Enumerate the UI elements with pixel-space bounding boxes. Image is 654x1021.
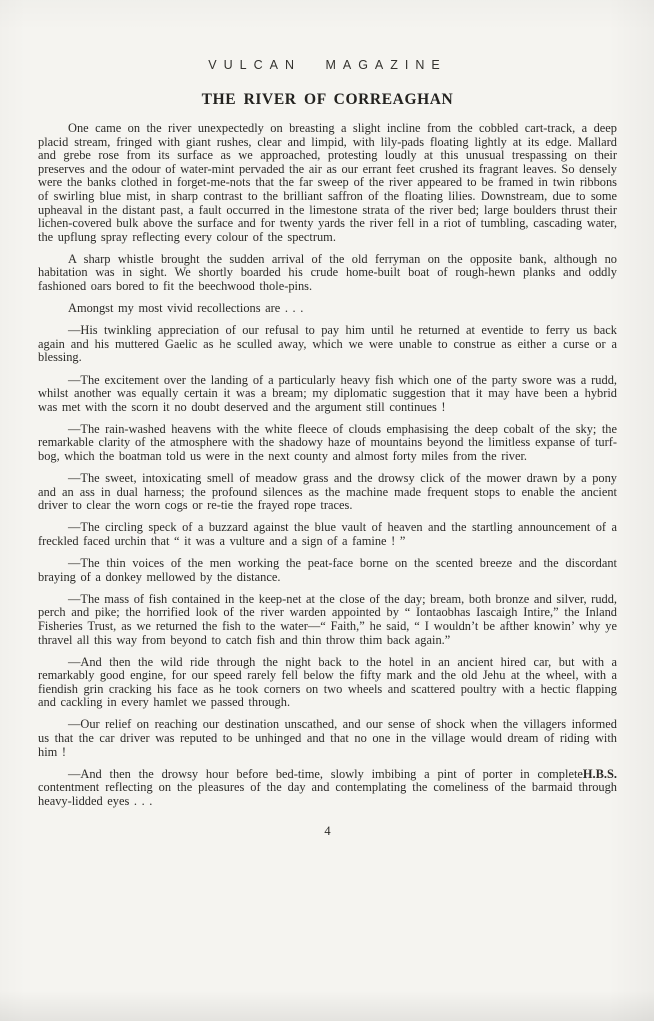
paragraph-item-peat-face: —The thin voices of the men working the peat-face borne on the scented breeze and the discordant braying of a donkey mellowed by the distance. — [38, 556, 617, 584]
paragraph-item-keep-net: —The mass of fish contained in the keep-net at the close of the day; bream, both bronze and silver, rudd, perch and pike; the horrified look of the river warden appointed by “ Iontaobhas Iascaigh Intire,” the Inland Fisheries Trust, as we returned the fish to the water—“ Faith,” he said, “ I wouldn’t be afther knowin’ why ye thravel all this way from beyond to catch fish and thin throw thim back again.” — [38, 591, 617, 647]
article-title: THE RIVER OF CORREAGHAN — [201, 91, 454, 108]
paragraph-item-bedtime-text: —And then the drowsy hour before bed-time, slowly imbibing a pint of porter in complete contentment reflecting on the pleasures of the day and contemplating the comeliness of the barmaid through heavy-lidded eyes . . . — [38, 766, 617, 808]
author-initials: H.B.S. — [582, 766, 617, 781]
article-body — [38, 122, 617, 809]
paragraph-item-wild-ride: —And then the wild ride through the night back to the hotel in an ancient hired car, but with a remarkably good engine, for our speed rarely fell below the fifty mark and the old Jehu at the wheel, with a fiendish grin cracking his face as he took corners on two wheels and scattered poultry with a hectic flapping and cackling in every hamlet we passed through. — [38, 654, 617, 710]
paragraph-item-heavens: —The rain-washed heavens with the white fleece of clouds emphasising the deep cobalt of the sky; the remarkable clarity of the atmosphere with the shadowy haze of mountains beyond the limitless expanse of turf-bog, which the boatman told us were in the next county and almost forty miles from the river. — [38, 421, 617, 463]
paragraph-item-relief: —Our relief on reaching our destination unscathed, and our sense of shock when the villagers informed us that the car driver was reputed to be unhinged and that no one in the village would dream of riding with him ! — [38, 717, 617, 759]
paragraph-intro: One came on the river unexpectedly on breasting a slight incline from the cobbled cart-track, a deep placid stream, fringed with giant rushes, clear and limpid, with lily-pads floating lightly at its edge. Mallard and grebe rose from its surface as we approached, protesting loudly at this unusual trespassing on their preserves and the odour of water-mint pervaded the air as our errant feet crushed its fragrant leaves. So densely were the banks clothed in forget-me-nots that the far sweep of the river appeared to be framed in twin ribbons of swirling blue mist, in sharp contrast to the brilliant saffron of the floating lilies. Downstream, due to some upheaval in the distant past, a fault occurred in the limestone strata of the river bed; large boulders thrust their lichen-covered bulk above the surface and for twenty yards the river fell in a riot of tumbling, cascading water, the upflung spray reflecting every colour of the spectrum. — [38, 121, 617, 244]
paragraph-item-meadow: —The sweet, intoxicating smell of meadow grass and the drowsy click of the mower drawn by a pony and an ass in dual harness; the profound silences as the machine made frequent stops to enable the ancient driver to clear the worn cogs or re-tie the frayed rope traces. — [38, 471, 617, 513]
page-number: 4 — [324, 823, 331, 838]
paragraph-item-buzzard: —The circling speck of a buzzard against the blue vault of heaven and the startling announcement of a freckled faced urchin that “ it was a vulture and a sign of a famine ! ” — [38, 520, 617, 548]
magazine-header: VULCAN MAGAZINE — [208, 58, 447, 72]
paragraph-item-heavy-fish: —The excitement over the landing of a particularly heavy fish which one of the party swore was a rudd, whilst another was equally certain it was a bream; my diplomatic suggestion that it may have been a hybrid was met with the scorn it no doubt deserved and the argument still continues ! — [38, 372, 617, 414]
paragraph-recollections: Amongst my most vivid recollections are . . . — [68, 301, 304, 316]
paragraph-item-twinkling: —His twinkling appreciation of our refusal to pay him until he returned at eventide to ferry us back again and his muttered Gaelic as he sculled away, which we were unable to construe as either a curse or a blessing. — [38, 323, 617, 365]
paragraph-item-bedtime — [38, 768, 617, 809]
paragraph-ferryman: A sharp whistle brought the sudden arrival of the old ferryman on the opposite bank, although no habitation was in sight. We shortly boarded his crude home-built boat of rough-hewn planks and oddly fashioned oars bored to fit the beechwood thole-pins. — [38, 251, 617, 294]
